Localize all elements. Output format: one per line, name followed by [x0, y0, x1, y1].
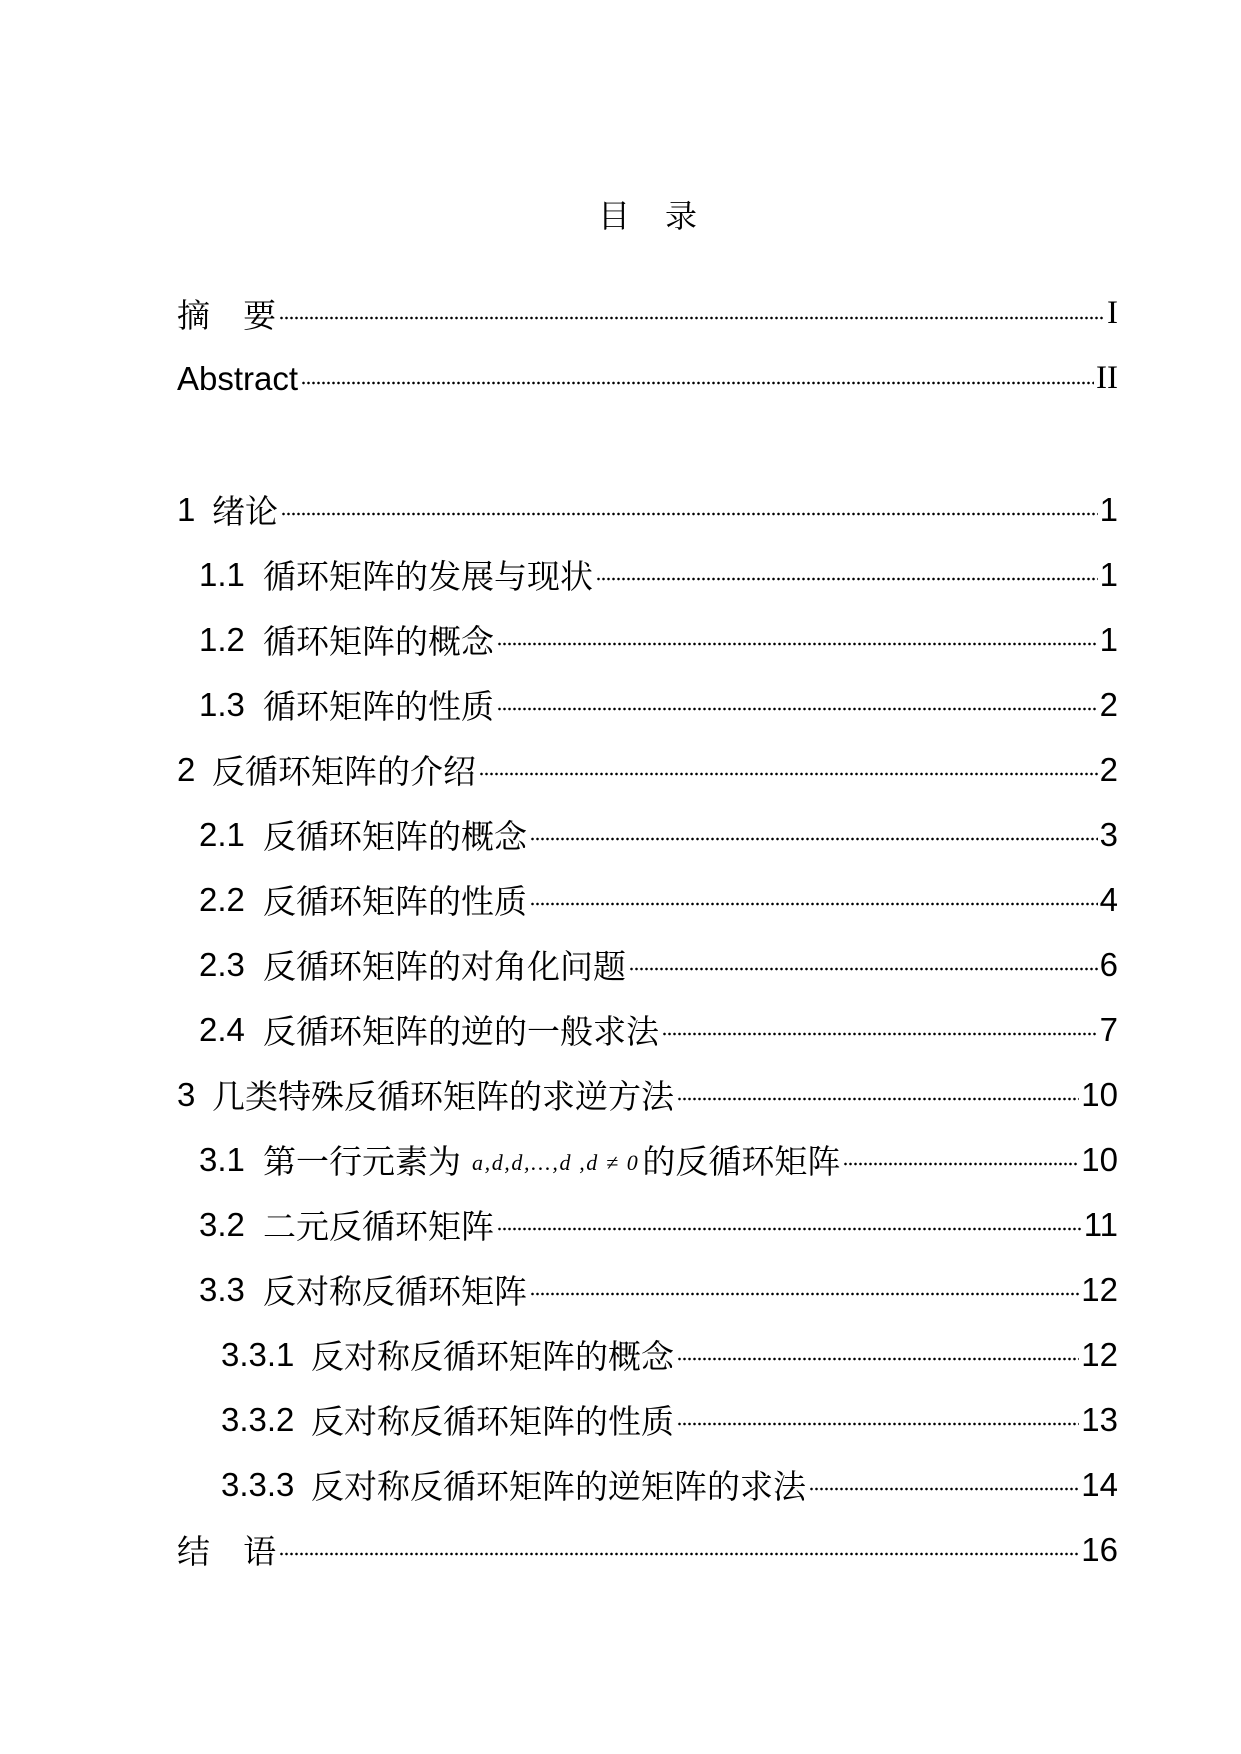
toc-entry-2: [177, 737, 1118, 802]
toc-entry-abstract-cn: [177, 281, 1118, 346]
dot-leader: [596, 577, 1098, 581]
entry-page: 6: [1099, 945, 1118, 983]
entry-number: 3: [177, 1075, 196, 1113]
toc-entry-abstract-en: [177, 346, 1118, 411]
dot-leader: [662, 1032, 1098, 1036]
entry-number: 1.1: [199, 555, 245, 593]
dot-leader: [677, 1422, 1079, 1426]
dot-leader: [629, 967, 1098, 971]
entry-title: 反循环矩阵的介绍: [212, 753, 476, 790]
entry-number: 3.3: [199, 1270, 245, 1308]
toc-entry-3-3-1: [177, 1322, 1118, 1387]
dot-leader: [843, 1162, 1079, 1166]
entry-page: 16: [1081, 1530, 1118, 1568]
entry-number: 3.2: [199, 1205, 245, 1243]
entry-page: 13: [1081, 1400, 1118, 1438]
dot-leader: [497, 1227, 1082, 1231]
entry-title: 反对称反循环矩阵的性质: [311, 1403, 674, 1440]
entry-title: 反循环矩阵的逆的一般求法: [263, 1013, 659, 1050]
dot-leader: [530, 837, 1098, 841]
toc-entry-2-3: [177, 932, 1118, 997]
entry-page: 10: [1081, 1075, 1118, 1113]
toc-entry-2-2: [177, 867, 1118, 932]
entry-title: 反循环矩阵的对角化问题: [263, 948, 626, 985]
entry-page: I: [1107, 295, 1118, 331]
toc-entry-1-2: [177, 607, 1118, 672]
entry-title: 反对称反循环矩阵的逆矩阵的求法: [311, 1468, 806, 1505]
entry-title: 循环矩阵的发展与现状: [263, 558, 593, 595]
dot-leader: [479, 772, 1098, 776]
entry-page: 1: [1099, 555, 1118, 593]
toc-entry-1: [177, 477, 1118, 542]
toc-entry-3-3-3: [177, 1452, 1118, 1517]
dot-leader: [677, 1357, 1079, 1361]
toc-heading: 目 录: [598, 198, 697, 234]
dot-leader: [530, 902, 1098, 906]
toc-entry-3-3-2: [177, 1387, 1118, 1452]
toc-entry-1-3: [177, 672, 1118, 737]
entry-title: 绪论: [212, 493, 278, 530]
entry-page: 2: [1099, 750, 1118, 788]
dot-leader: [279, 316, 1105, 320]
entry-number: 2.3: [199, 945, 245, 983]
entry-page: 7: [1099, 1010, 1118, 1048]
table-of-contents: [177, 281, 1118, 1582]
toc-entry-3-3: [177, 1257, 1118, 1322]
toc-entry-3-2: [177, 1192, 1118, 1257]
entry-page: 10: [1081, 1140, 1118, 1178]
entry-page: 1: [1099, 490, 1118, 528]
entry-page: 1: [1099, 620, 1118, 658]
dot-leader: [497, 707, 1098, 711]
entry-number: 3.3.2: [221, 1400, 295, 1438]
toc-entry-conclusion: [177, 1517, 1118, 1582]
dot-leader: [279, 1552, 1079, 1556]
entry-formula: a,d,d,...,d ,d ≠ 0: [472, 1149, 640, 1175]
toc-entry-3-1: [177, 1127, 1118, 1192]
entry-title: 二元反循环矩阵: [263, 1208, 494, 1245]
entry-page: II: [1096, 360, 1118, 396]
toc-entry-2-1: [177, 802, 1118, 867]
entry-page: 14: [1081, 1465, 1118, 1503]
entry-title: 反循环矩阵的概念: [263, 818, 527, 855]
entry-title: 反循环矩阵的性质: [263, 883, 527, 920]
entry-title: 结 语: [177, 1533, 277, 1570]
toc-entry-1-1: [177, 542, 1118, 607]
dot-leader: [281, 512, 1098, 516]
entry-title: 几类特殊反循环矩阵的求逆方法: [212, 1078, 674, 1115]
dot-leader: [809, 1487, 1079, 1491]
entry-number: 2.4: [199, 1010, 245, 1048]
entry-number: 3.3.1: [221, 1335, 295, 1373]
dot-leader: [677, 1097, 1079, 1101]
entry-number: 2.2: [199, 880, 245, 918]
entry-title-prefix: 第一行元素为: [263, 1143, 461, 1180]
entry-number: 2.1: [199, 815, 245, 853]
entry-page: 11: [1083, 1205, 1118, 1243]
entry-number: 1.2: [199, 620, 245, 658]
entry-number: 1: [177, 490, 196, 528]
entry-page: 12: [1081, 1335, 1118, 1373]
entry-page: 4: [1099, 880, 1118, 918]
entry-number: 2: [177, 750, 196, 788]
dot-leader: [530, 1292, 1079, 1296]
entry-number: 1.3: [199, 685, 245, 723]
entry-title: Abstract: [177, 359, 299, 397]
entry-title: 循环矩阵的性质: [263, 688, 494, 725]
entry-title: 反对称反循环矩阵: [263, 1273, 527, 1310]
entry-number: 3.1: [199, 1140, 245, 1178]
dot-leader: [301, 381, 1094, 385]
dot-leader: [497, 642, 1098, 646]
toc-entry-2-4: [177, 997, 1118, 1062]
entry-page: 12: [1081, 1270, 1118, 1308]
entry-page: 2: [1099, 685, 1118, 723]
entry-title-suffix: 的反循环矩阵: [642, 1143, 841, 1180]
entry-page: 3: [1099, 815, 1118, 853]
entry-number: 3.3.3: [221, 1465, 295, 1503]
entry-title: 反对称反循环矩阵的概念: [311, 1338, 674, 1375]
toc-entry-3: [177, 1062, 1118, 1127]
entry-title: 循环矩阵的概念: [263, 623, 494, 660]
entry-title: 摘 要: [177, 297, 277, 334]
